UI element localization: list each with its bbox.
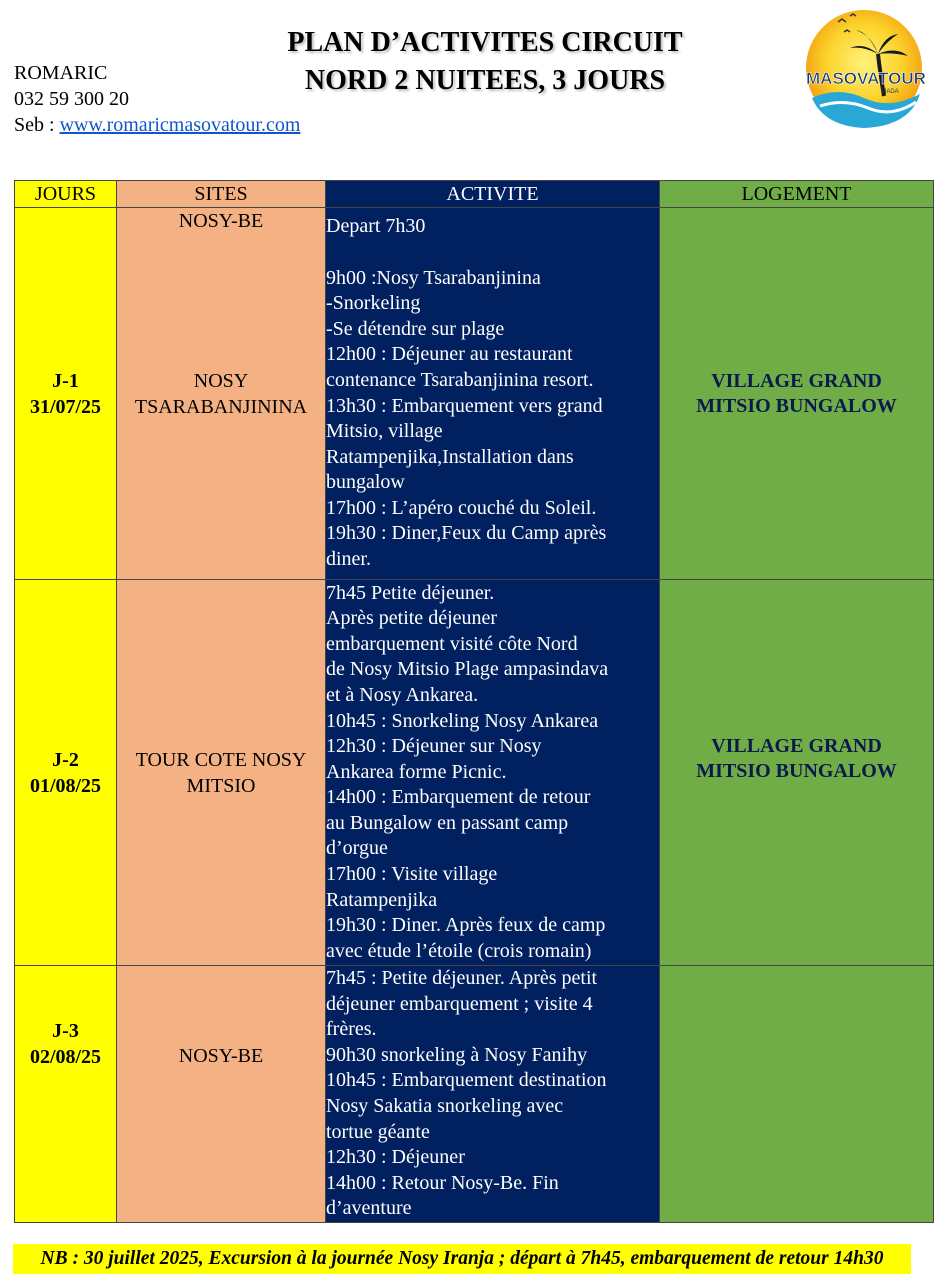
contact-website: [14, 112, 300, 138]
site-start: NOSY-BE: [178, 210, 264, 232]
activity-line: bungalow: [326, 471, 405, 494]
activity-line: 17h00 : Visite village: [326, 863, 498, 886]
day-cell: [15, 208, 117, 580]
footnote-nb: NB : 30 juillet 2025, Excursion à la journée Nosy Iranja ; départ à 7h45, embarquement de retour 14h30: [13, 1244, 911, 1274]
lodging-cell: [660, 208, 934, 580]
activity-line: contenance Tsarabanjinina resort.: [326, 368, 594, 391]
header-logement: LOGEMENT: [660, 181, 934, 208]
activity-line: 90h30 snorkeling à Nosy Fanihy: [326, 1043, 588, 1066]
activity-line: 7h45 Petite déjeuner.: [326, 581, 495, 604]
activity-line: 12h30 : Déjeuner: [326, 1146, 465, 1169]
site-name: TOUR COTE NOSY MITSIO: [135, 748, 307, 797]
activity-line: Ratampenjika: [326, 888, 438, 911]
website-link[interactable]: www.romaricmasovatour.com: [59, 114, 301, 136]
site-name: NOSY TSARABANJININA: [134, 369, 308, 418]
activity-line: 13h30 : Embarquement vers grand: [326, 394, 603, 417]
activity-line: 9h00 :Nosy Tsarabanjinina: [326, 266, 541, 289]
contact-phone: 032 59 300 20: [14, 88, 129, 110]
day-label: J-1: [52, 369, 79, 392]
activity-line: Mitsio, village: [326, 420, 443, 443]
activity-cell: [326, 966, 660, 1223]
lodging-cell: [660, 580, 934, 966]
activity-line: embarquement visité côte Nord: [326, 632, 578, 655]
day-date: 01/08/25: [29, 774, 102, 797]
activity-line: 12h00 : Déjeuner au restaurant: [326, 343, 573, 366]
activity-line: 14h00 : Embarquement de retour: [326, 786, 591, 809]
activity-line: tortue géante: [326, 1120, 430, 1143]
activity-line: d’orgue: [326, 837, 388, 860]
activity-line: [326, 240, 659, 266]
site-name: NOSY-BE: [178, 1045, 264, 1067]
activity-line: 19h30 : Diner,Feux du Camp après: [326, 522, 607, 545]
activity-line: -Snorkeling: [326, 292, 421, 315]
activity-line: déjeuner embarquement ; visite 4: [326, 992, 593, 1015]
contact-name: ROMARIC: [14, 62, 108, 84]
activity-line: diner.: [326, 548, 371, 571]
activity-line: de Nosy Mitsio Plage ampasindava: [326, 658, 609, 681]
activity-line: 14h00 : Retour Nosy-Be. Fin: [326, 1171, 559, 1194]
activity-line: 17h00 : L’apéro couché du Soleil.: [326, 496, 597, 519]
activity-line: frères.: [326, 1018, 377, 1041]
day-date: 31/07/25: [29, 395, 102, 418]
table-row: [15, 208, 934, 580]
day-label: J-2: [52, 748, 79, 771]
table-row: [15, 580, 934, 966]
title-line-2: NORD 2 NUITEES, 3 JOURS: [304, 65, 666, 96]
activity-line: 10h45 : Embarquement destination: [326, 1069, 607, 1092]
site-cell: [117, 966, 326, 1223]
header-jours: JOURS: [15, 181, 117, 208]
activity-line: d’aventure: [326, 1197, 412, 1220]
activity-line: Ankarea forme Picnic.: [326, 760, 507, 783]
logo-text: MASOVATOUR: [806, 69, 926, 88]
activity-plan-table: [14, 180, 934, 1223]
masovatour-logo: [798, 2, 934, 136]
lodging-name: VILLAGE GRAND MITSIO BUNGALOW: [696, 735, 897, 782]
activity-line: Ratampenjika,Installation dans: [326, 445, 574, 468]
activity-line: avec étude l’étoile (crois romain): [326, 939, 592, 962]
header-sites: SITES: [117, 181, 326, 208]
activity-line: -Se détendre sur plage: [326, 317, 505, 340]
table-header-row: [15, 181, 934, 208]
website-label: Seb :: [14, 114, 55, 136]
day-cell: [15, 966, 117, 1223]
activity-line: Après petite déjeuner: [326, 607, 498, 630]
activity-line: 10h45 : Snorkeling Nosy Ankarea: [326, 709, 599, 732]
activity-line: 12h30 : Déjeuner sur Nosy: [326, 735, 542, 758]
logo-subtext: MADA: [881, 89, 899, 95]
activity-cell: [326, 580, 660, 966]
day-date: 02/08/25: [29, 1046, 102, 1068]
day-label: J-3: [52, 1020, 79, 1042]
page-title: [200, 24, 770, 100]
activity-line: au Bungalow en passant camp: [326, 811, 569, 834]
activity-line: Depart 7h30: [326, 215, 426, 238]
activity-line: 7h45 : Petite déjeuner. Après petit: [326, 967, 598, 990]
lodging-name: VILLAGE GRAND MITSIO BUNGALOW: [696, 369, 897, 417]
header-activite: ACTIVITE: [326, 181, 660, 208]
title-line-1: PLAN D’ACTIVITES CIRCUIT: [287, 27, 683, 58]
activity-line: 19h30 : Diner. Après feux de camp: [326, 914, 606, 937]
activity-line: Nosy Sakatia snorkeling avec: [326, 1095, 564, 1117]
site-cell: [117, 208, 326, 580]
site-cell: [117, 580, 326, 966]
table-row: [15, 966, 934, 1223]
activity-line: et à Nosy Ankarea.: [326, 683, 479, 706]
day-cell: [15, 580, 117, 966]
lodging-cell: [660, 966, 934, 1223]
activity-cell: [326, 208, 660, 580]
